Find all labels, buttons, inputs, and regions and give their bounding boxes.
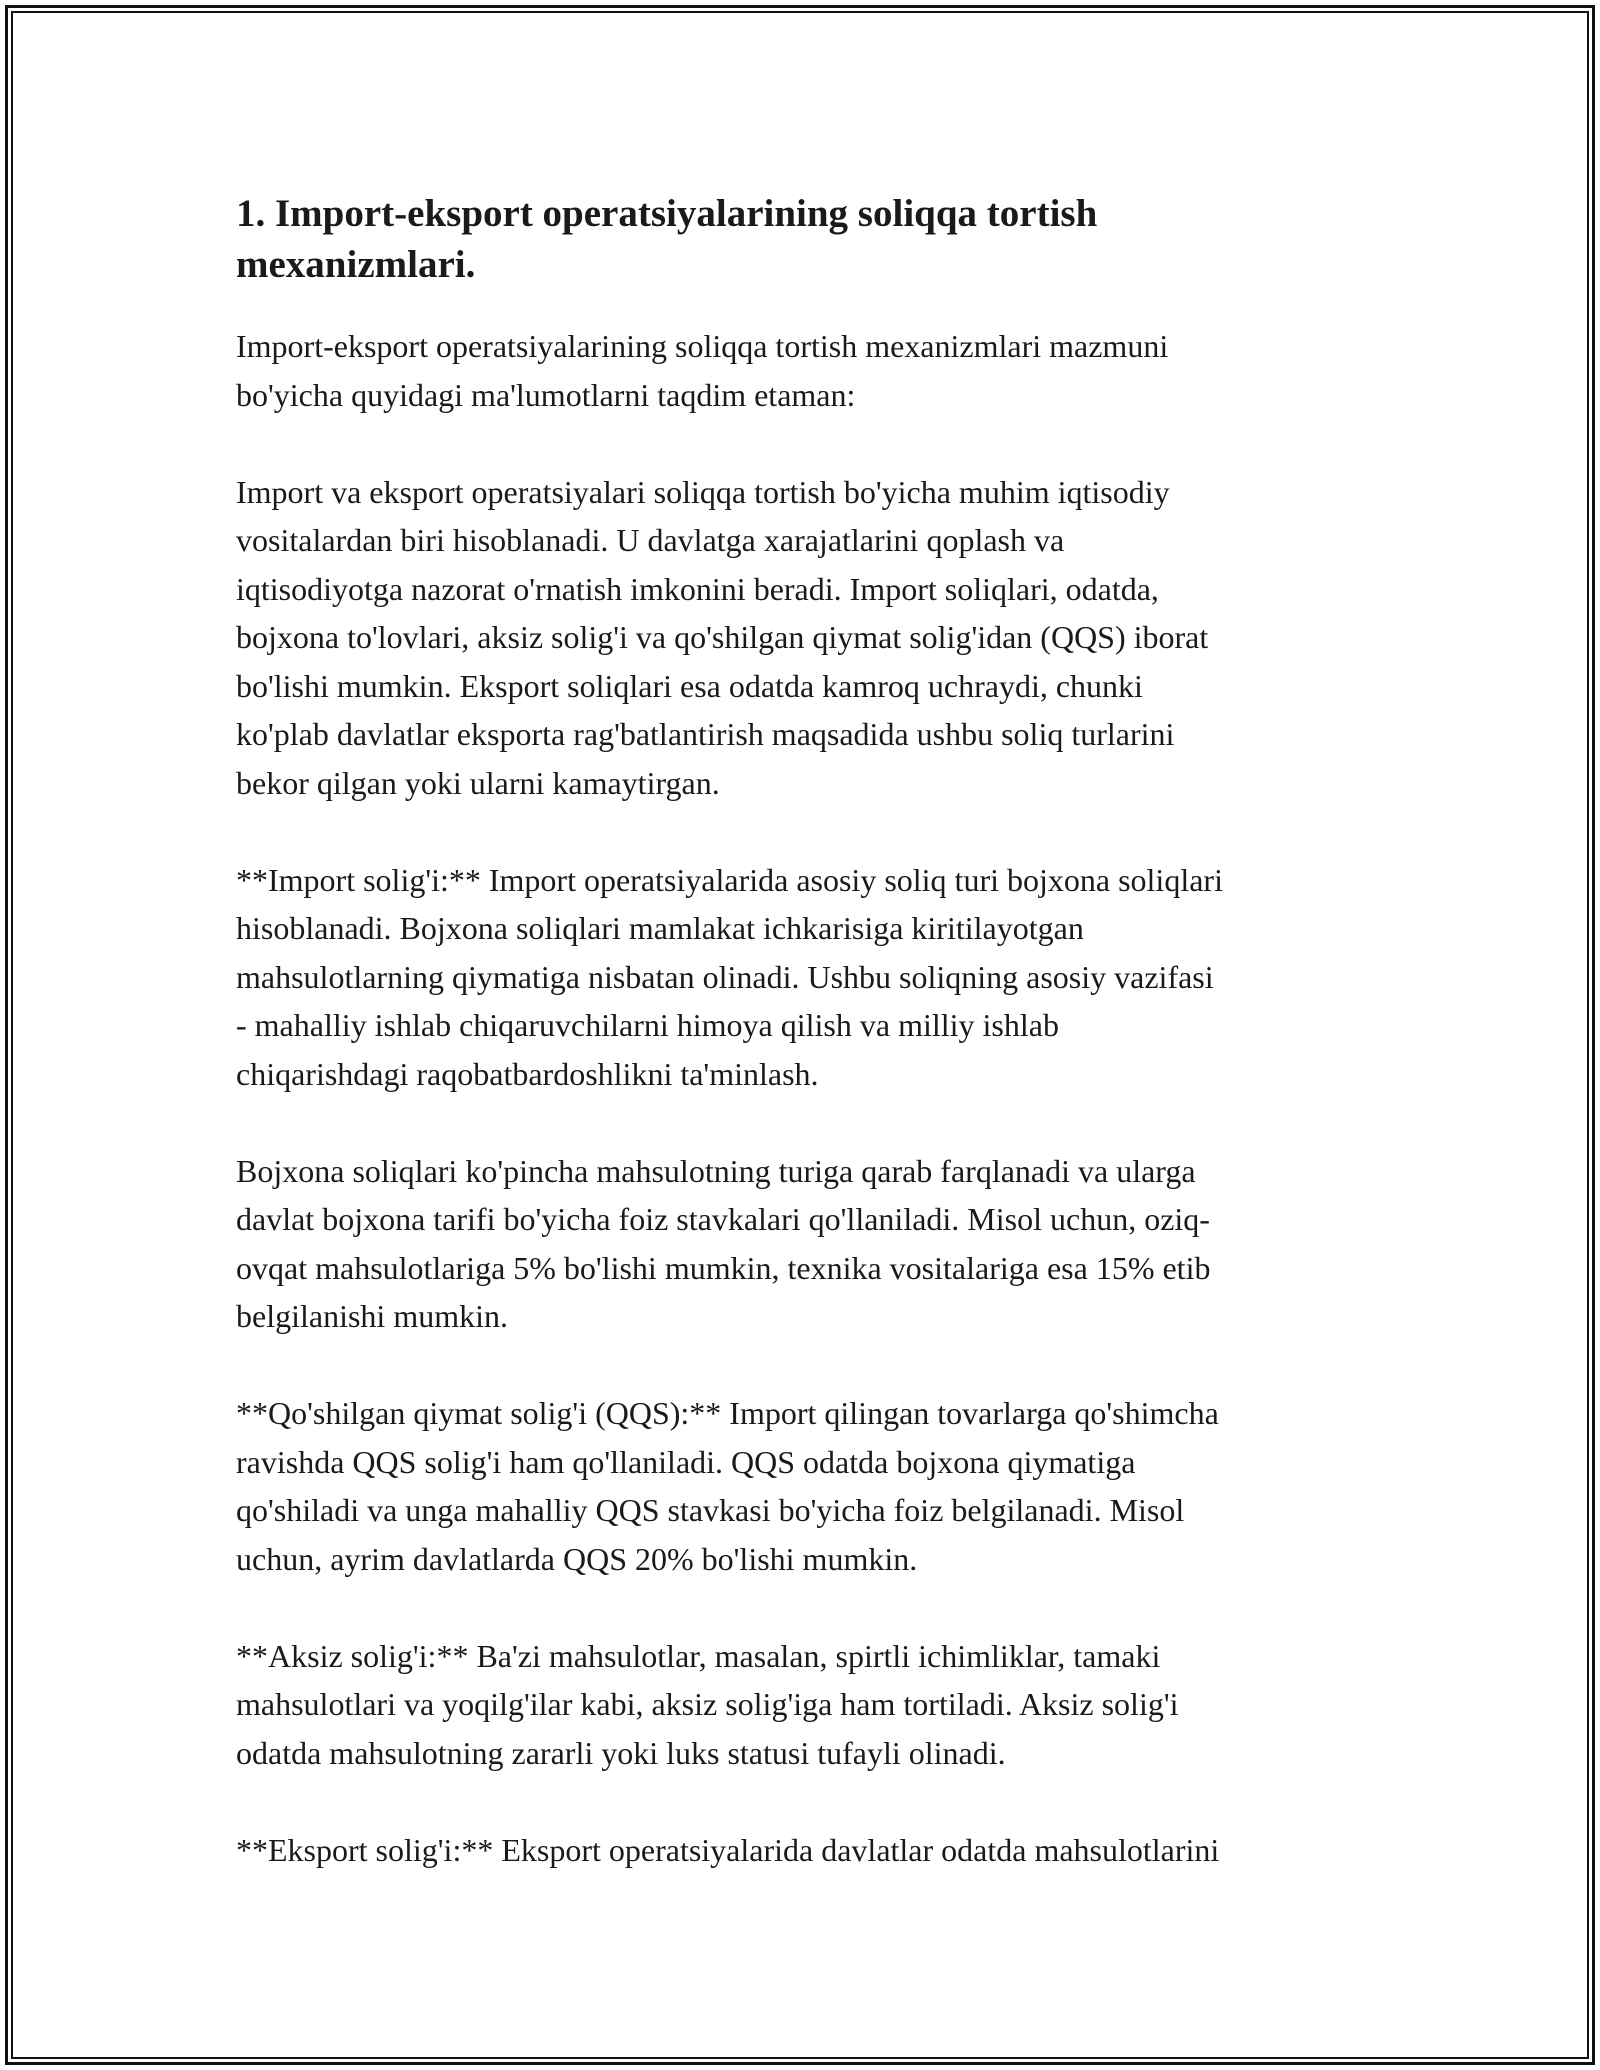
document-title: 1. Import-eksport operatsiyalarining soliqqa tortish mexanizmlari. bbox=[236, 192, 1098, 286]
paragraph-customs-rates: Bojxona soliqlari ko'pincha mahsulotning turiga qarab farqlanadi va ularga davlat bojxona tarifi bo'yicha foiz stavkalari qo'llaniladi. Misol uchun, oziq- ovqat mahsulotlariga 5% bo'lishi mumkin, texnika vositalariga esa 15% etib belgilanishi mumkin. bbox=[236, 1152, 1211, 1334]
document-page bbox=[236, 188, 1376, 1923]
paragraph-import-tax: **Import solig'i:** Import operatsiyalarida asosiy soliq turi bojxona soliqlari hisoblanadi. Bojxona soliqlari mamlakat ichkarisiga kiritilayotgan mahsulotlarning qiymatiga nisbatan olinadi. Ushbu soliqning asosiy vazifasi - mahalliy ishlab chiqaruvchilarni himoya qilish va milliy ishlab chiqarishdagi raqobatbardoshlikni ta'minlash. bbox=[236, 861, 1223, 1092]
paragraph-vat: **Qo'shilgan qiymat solig'i (QQS):** Import qilingan tovarlarga qo'shimcha ravishda QQS solig'i ham qo'llaniladi. QQS odatda bojxona qiymatiga qo'shiladi va unga mahalliy QQS stavkasi bo'yicha foiz belgilanadi. Misol uchun, ayrim davlatlarda QQS 20% bo'lishi mumkin. bbox=[236, 1395, 1219, 1577]
paragraph-export-tax: **Eksport solig'i:** Eksport operatsiyalarida davlatlar odatda mahsulotlarini bbox=[236, 1831, 1220, 1868]
paragraph-overview: Import va eksport operatsiyalari soliqqa tortish bo'yicha muhim iqtisodiy vositalardan biri hisoblanadi. U davlatga xarajatlarini qoplash va iqtisodiyotga nazorat o'rnatish imkonini beradi. Import soliqlari, odatda, bojxona to'lovlari, aksiz solig'i va qo'shilgan qiymat solig'idan (QQS) iborat bo'lishi mumkin. Eksport soliqlari esa odatda kamroq uchraydi, chunki ko'plab davlatlar eksporta rag'batlantirish maqsadida ushbu soliq turlarini bekor qilgan yoki ularni kamaytirgan. bbox=[236, 473, 1209, 801]
paragraph-excise: **Aksiz solig'i:** Ba'zi mahsulotlar, masalan, spirtli ichimliklar, tamaki mahsulotlari va yoqilg'ilar kabi, aksiz solig'iga ham tortiladi. Aksiz solig'i odatda mahsulotning zararli yoki luks statusi tufayli olinadi. bbox=[236, 1637, 1179, 1771]
paragraph-intro: Import-eksport operatsiyalarining soliqqa tortish mexanizmlari mazmuni bo'yicha quyidagi ma'lumotlarni taqdim etaman: bbox=[236, 328, 1169, 413]
